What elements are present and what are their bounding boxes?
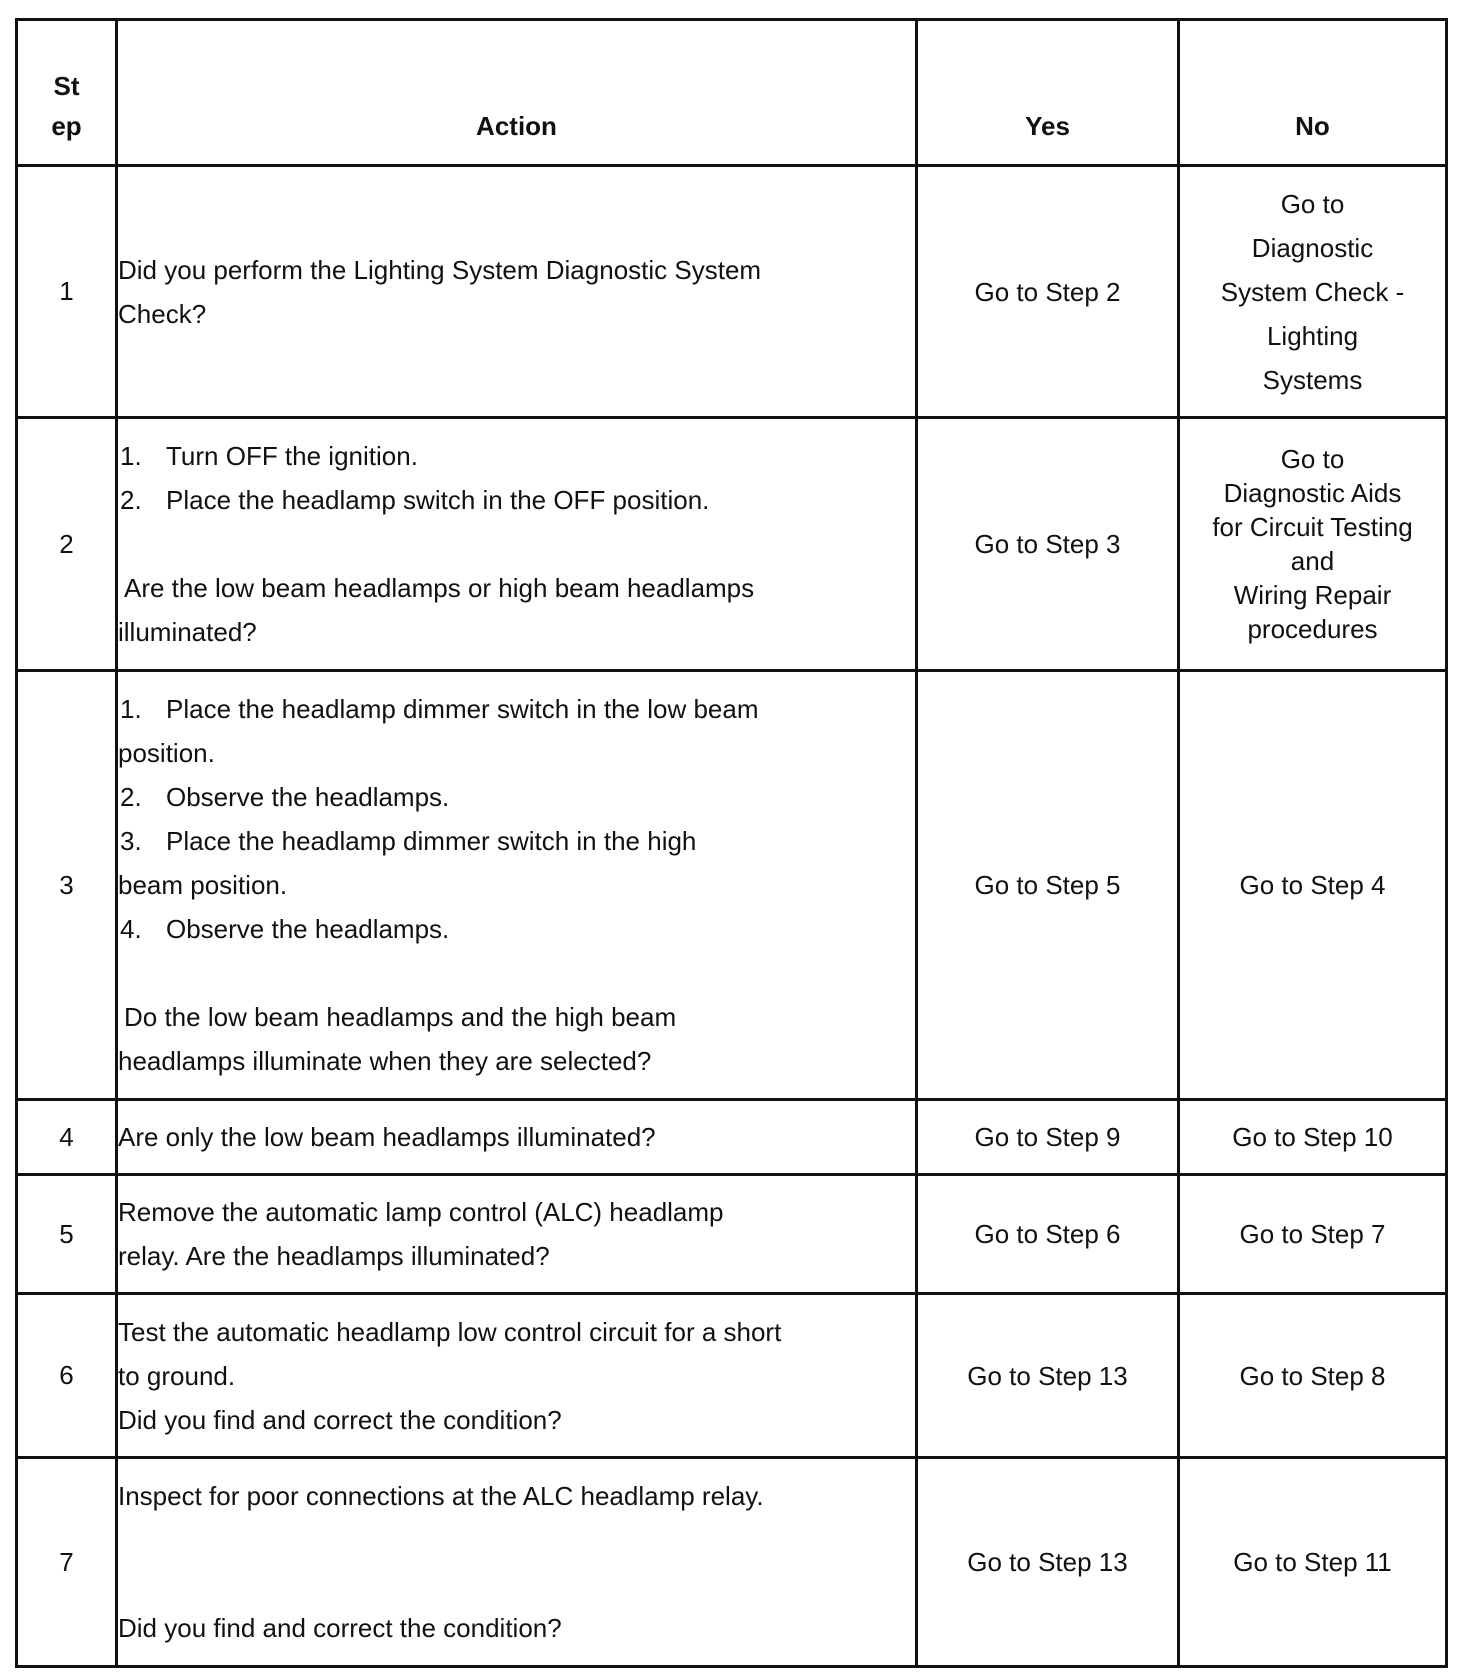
step-number: 3 <box>17 670 117 1099</box>
action-question: Do the low beam headlamps and the high beam <box>124 1002 677 1033</box>
item-text: Place the headlamp switch in the OFF position. <box>166 485 710 516</box>
no-text: procedures <box>1247 614 1378 645</box>
no-text: Diagnostic <box>1251 232 1374 263</box>
table-row <box>17 166 1447 418</box>
no-text: Systems <box>1262 364 1363 395</box>
step-number: 5 <box>17 1175 117 1293</box>
action-question: headlamps illuminate when they are selected? <box>118 1046 652 1077</box>
yes-cell: Go to Step 13 <box>917 1293 1179 1457</box>
item-number: 4. <box>120 914 142 945</box>
step-header-line2: ep <box>51 111 82 142</box>
no-cell: Go to Step 11 <box>1179 1458 1447 1667</box>
action-item <box>118 775 915 819</box>
no-text: Go to <box>1280 444 1345 475</box>
table-row <box>17 1458 1447 1667</box>
action-question: Are the low beam headlamps or high beam headlamps <box>124 573 755 604</box>
header-row <box>17 20 1447 166</box>
item-text: Observe the headlamps. <box>166 782 450 813</box>
no-column-header: No <box>1179 20 1447 166</box>
action-item <box>118 687 915 731</box>
action-text: Inspect for poor connections at the ALC headlamp relay. <box>118 1481 764 1512</box>
action-text: Did you perform the Lighting System Diagnostic System <box>118 254 762 285</box>
no-text: and <box>1290 546 1335 577</box>
action-question: Did you find and correct the condition? <box>118 1404 562 1435</box>
no-cell: Go to Step 4 <box>1179 670 1447 1099</box>
no-cell <box>1179 418 1447 671</box>
action-cell <box>117 1175 917 1293</box>
step-header-line1: St <box>53 71 80 102</box>
table-row <box>17 1175 1447 1293</box>
item-number: 1. <box>120 441 142 472</box>
no-text: Go to <box>1280 188 1345 219</box>
action-item <box>118 478 915 522</box>
action-item-continued: beam position. <box>118 870 288 901</box>
action-text: Check? <box>118 298 207 329</box>
action-column-header: Action <box>117 20 917 166</box>
action-cell <box>117 1293 917 1457</box>
no-text: for Circuit Testing <box>1212 512 1413 543</box>
no-text: Wiring Repair <box>1233 580 1392 611</box>
table-row <box>17 1293 1447 1457</box>
item-number: 3. <box>120 826 142 857</box>
action-item <box>118 434 915 478</box>
no-text: Lighting <box>1266 320 1359 351</box>
step-number: 2 <box>17 418 117 671</box>
yes-cell: Go to Step 2 <box>917 166 1179 418</box>
table-row <box>17 670 1447 1099</box>
step-number: 1 <box>17 166 117 418</box>
item-text: Place the headlamp dimmer switch in the high <box>166 826 697 857</box>
item-number: 2. <box>120 485 142 516</box>
yes-column-header: Yes <box>917 20 1179 166</box>
step-number: 4 <box>17 1100 117 1175</box>
table-row <box>17 418 1447 671</box>
action-question: Did you find and correct the condition? <box>118 1613 562 1644</box>
action-item <box>118 819 915 863</box>
no-cell: Go to Step 10 <box>1179 1100 1447 1175</box>
action-question: illuminated? <box>118 617 257 648</box>
action-item <box>118 907 915 951</box>
no-cell: Go to Step 7 <box>1179 1175 1447 1293</box>
action-cell <box>117 1100 917 1175</box>
table-row <box>17 1100 1447 1175</box>
no-cell <box>1179 166 1447 418</box>
action-cell <box>117 670 917 1099</box>
action-cell <box>117 166 917 418</box>
yes-cell: Go to Step 13 <box>917 1458 1179 1667</box>
step-number: 6 <box>17 1293 117 1457</box>
yes-cell: Go to Step 6 <box>917 1175 1179 1293</box>
no-text: System Check - <box>1220 276 1405 307</box>
item-text: Place the headlamp dimmer switch in the low beam <box>166 694 759 725</box>
action-text: Remove the automatic lamp control (ALC) headlamp <box>118 1197 724 1228</box>
action-item-continued: position. <box>118 738 215 769</box>
yes-cell: Go to Step 9 <box>917 1100 1179 1175</box>
action-text: Test the automatic headlamp low control circuit for a short <box>118 1316 782 1347</box>
item-number: 1. <box>120 694 142 725</box>
action-text: Are only the low beam headlamps illuminated? <box>118 1122 656 1153</box>
step-column-header <box>17 20 117 166</box>
yes-cell: Go to Step 5 <box>917 670 1179 1099</box>
item-text: Turn OFF the ignition. <box>166 441 418 472</box>
action-text: to ground. <box>118 1360 236 1391</box>
no-cell: Go to Step 8 <box>1179 1293 1447 1457</box>
diagnostic-table <box>15 18 1448 1668</box>
step-number: 7 <box>17 1458 117 1667</box>
no-text: Diagnostic Aids <box>1223 478 1402 509</box>
action-text: relay. Are the headlamps illuminated? <box>118 1241 550 1272</box>
action-cell <box>117 418 917 671</box>
action-cell <box>117 1458 917 1667</box>
item-text: Observe the headlamps. <box>166 914 450 945</box>
yes-cell: Go to Step 3 <box>917 418 1179 671</box>
item-number: 2. <box>120 782 142 813</box>
